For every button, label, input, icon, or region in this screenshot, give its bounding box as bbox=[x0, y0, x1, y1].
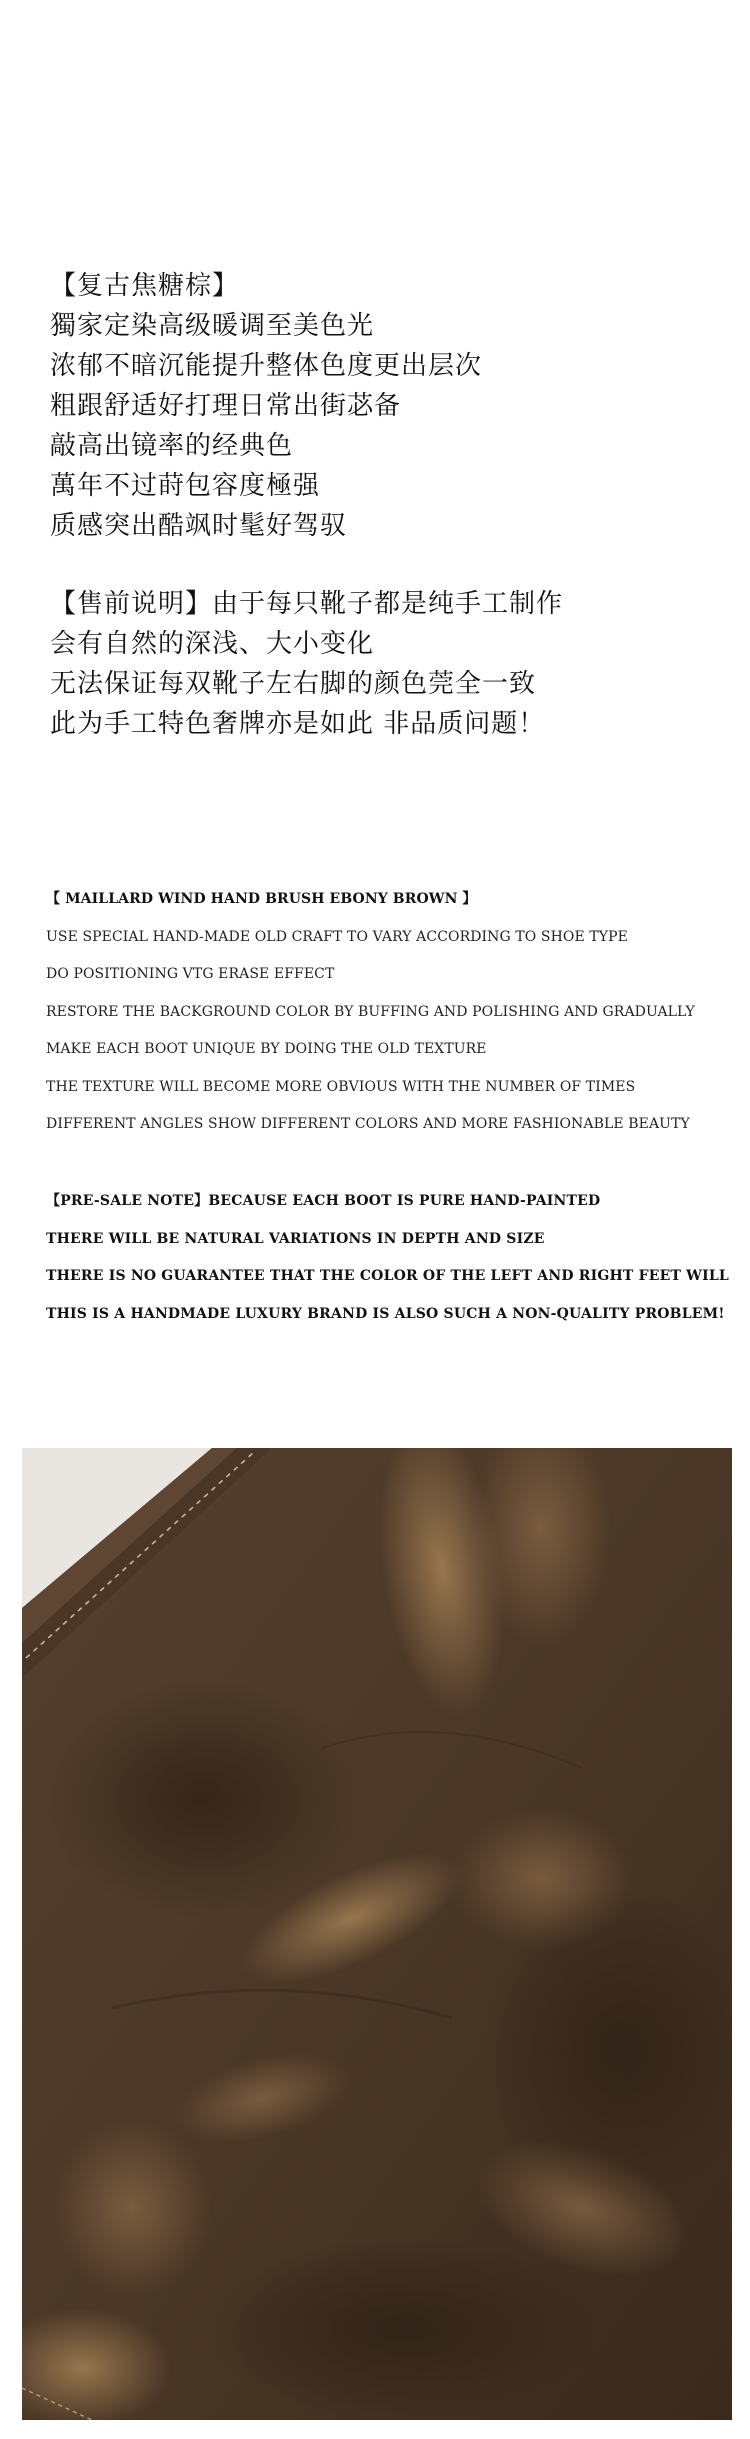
english-title: 【 MAILLARD WIND HAND BRUSH EBONY BROWN 】 bbox=[46, 891, 477, 907]
english-presale-note bbox=[46, 1183, 729, 1333]
english-line: DO POSITIONING VTG ERASE EFFECT bbox=[46, 966, 335, 982]
chinese-note-line: 无法保证每双靴子左右脚的颜色莞全一致 bbox=[50, 669, 537, 699]
leather-texture-image bbox=[22, 1448, 732, 2420]
chinese-note-line: 会有自然的深浅、大小变化 bbox=[50, 629, 375, 659]
english-line: RESTORE THE BACKGROUND COLOR BY BUFFING AND POLISHING AND GRADUALLY bbox=[46, 1003, 695, 1020]
english-note-line: THERE IS NO GUARANTEE THAT THE COLOR OF THE LEFT AND RIGHT FEET WILL bbox=[46, 1268, 729, 1284]
chinese-note-line: 此为手工特色奢牌亦是如此 非品质问题！ bbox=[50, 709, 546, 739]
chinese-line: 敲高出镜率的经典色 bbox=[50, 431, 294, 461]
english-note-line: THIS IS A HANDMADE LUXURY BRAND IS ALSO SUCH A NON-QUALITY PROBLEM! bbox=[46, 1305, 725, 1322]
chinese-title: 【复古焦糖棕】 bbox=[50, 271, 240, 301]
english-note-line: 【PRE-SALE NOTE】BECAUSE EACH BOOT IS PURE HAND-PAINTED bbox=[46, 1193, 601, 1209]
english-line: THE TEXTURE WILL BECOME MORE OBVIOUS WITH THE NUMBER OF TIMES bbox=[46, 1078, 636, 1095]
chinese-line: 獨家定染高级暖调至美色光 bbox=[50, 311, 375, 341]
chinese-line: 萬年不过莳包容度極强 bbox=[50, 471, 321, 501]
english-line: MAKE EACH BOOT UNIQUE BY DOING THE OLD TEXTURE bbox=[46, 1041, 487, 1057]
english-line: DIFFERENT ANGLES SHOW DIFFERENT COLORS AND MORE FASHIONABLE BEAUTY bbox=[46, 1116, 690, 1132]
chinese-presale-note bbox=[50, 584, 563, 744]
english-line: USE SPECIAL HAND-MADE OLD CRAFT TO VARY ACCORDING TO SHOE TYPE bbox=[46, 928, 628, 945]
english-note-line: THERE WILL BE NATURAL VARIATIONS IN DEPTH AND SIZE bbox=[46, 1230, 545, 1247]
chinese-note-line: 【售前说明】由于每只靴子都是纯手工制作 bbox=[50, 589, 564, 619]
leather-closeup-photo bbox=[22, 1448, 732, 2420]
chinese-description bbox=[50, 266, 482, 546]
chinese-line: 粗跟舒适好打理日常出街苾备 bbox=[50, 391, 402, 421]
chinese-line: 质感突出酷飒时髦好驾驭 bbox=[50, 511, 348, 541]
english-description bbox=[46, 881, 695, 1144]
chinese-line: 浓郁不暗沉能提升整体色度更出层次 bbox=[50, 351, 483, 381]
